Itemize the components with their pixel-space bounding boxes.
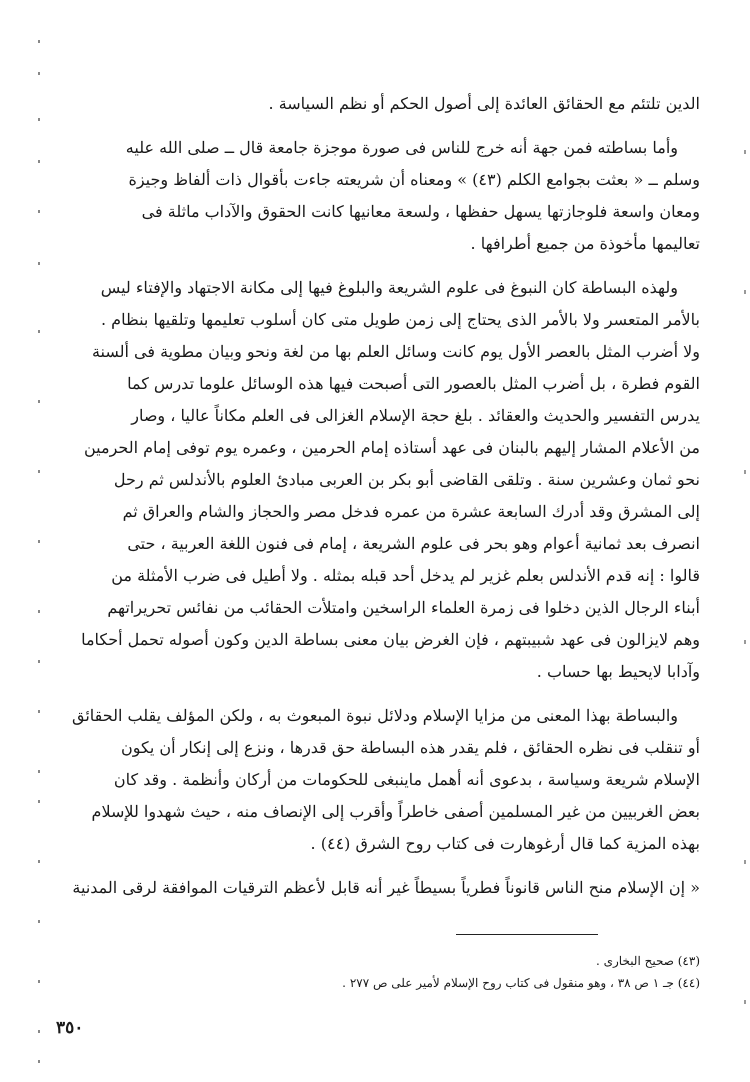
text-line: « إن الإسلام منح الناس قانوناً فطرياً بسيطاً غير أنه قابل لأعظم الترقيات الموافقة لرقى المدنية <box>72 878 700 897</box>
paragraph-4 <box>60 700 700 860</box>
text-line: بالأمر المتعسر ولا بالأمر الذى يحتاج إلى زمن طويل متى كان أسلوب تعليمها وتلقيها بنظام . <box>101 310 700 329</box>
text-line: وهم لايزالون فى عهد شبيبتهم ، فإن الغرض بيان معنى بساطة الدين وكون أصوله تحمل أحكاما <box>81 630 700 649</box>
footnote-43: (٤٣) صحيح البخارى . <box>595 954 700 968</box>
text-line: ولا أضرب المثل بالعصر الأول يوم كانت وسائل العلم بها من لغة ونحو وبيان مطوية فى ألسنة <box>91 342 700 361</box>
paragraph-1 <box>60 88 700 120</box>
text-line: يدرس التفسير والحديث والعقائد . بلغ حجة الإسلام الغزالى فى العلم مكاناً عاليا ، وصار <box>131 406 700 425</box>
text-line: القوم فطرة ، بل أضرب المثل بالعصور التى أصبحت فيها هذه الوسائل علوما تدرس كما <box>127 374 700 393</box>
text-line: وآدابا لايحيط بها حساب . <box>536 662 700 681</box>
footnotes <box>60 950 700 994</box>
text-line: الدين تلتئم مع الحقائق العائدة إلى أصول الحكم أو نظم السياسة . <box>268 94 700 113</box>
paragraph-5 <box>60 872 700 904</box>
text-line: أبناء الرجال الذين دخلوا فى زمرة العلماء الراسخين وامتلأت الحقائب من نفائس تحريراتهم <box>107 598 700 617</box>
text-line: نحو ثمان وعشرين سنة . وتلقى القاضى أبو بكر بن العربى مبادئ العلوم بالأندلس ثم رحل <box>113 470 700 489</box>
text-line: الإسلام شريعة وسياسة ، بدعوى أنه أهمل ماينبغى للحكومات من أركان وأنظمة . وقد كان <box>113 770 700 789</box>
paragraph-3 <box>60 272 700 688</box>
text-line: بهذه المزية كما قال أرغوهارت فى كتاب روح الشرق (٤٤) . <box>310 834 700 853</box>
text-line: وسلم ــ « بعثت بجوامع الكلم (٤٣) » ومعناه أن شريعته جاءت بأقوال ذات ألفاظ وجيزة <box>128 170 700 189</box>
text-line: من الأعلام المشار إليهم بالبنان فى عهد أستاذه إمام الحرمين ، وعمره يوم توفى إمام الحرمين <box>83 438 700 457</box>
text-line: وأما بساطته فمن جهة أنه خرج للناس فى صورة موجزة جامعة قال ــ صلى الله عليه <box>125 138 678 157</box>
page-body <box>60 88 700 916</box>
text-line: بعض الغربيين من غير المسلمين أصفى خاطراً وأقرب إلى الإنصاف منه ، حيث شهدوا للإسلام <box>91 802 700 821</box>
text-line: تعاليمها مأخوذة من جميع أطرافها . <box>470 234 700 253</box>
footnote-44: (٤٤) جـ ١ ص ٣٨ ، وهو منقول فى كتاب روح الإسلام لأمير على ص ٢٧٧ . <box>342 976 700 990</box>
text-line: قالوا : إنه قدم الأندلس بعلم غزير لم يدخل أحد قبله بمثله . ولا أطيل فى ضرب الأمثلة من <box>111 566 700 585</box>
text-line: والبساطة بهذا المعنى من مزايا الإسلام ودلائل نبوة المبعوث به ، ولكن المؤلف يقلب الحقائق <box>72 706 678 725</box>
right-edge-dotted-edge <box>743 0 746 1082</box>
text-line: إلى المشرق وقد أدرك السابعة عشرة من عمره فدخل مصر والحجاز والشام والعراق ثم <box>122 502 700 521</box>
left-margin-dotted-edge <box>38 0 42 1082</box>
footnote-divider <box>456 934 598 935</box>
page-number: ٣٥٠ <box>56 1018 84 1038</box>
text-line: ومعان واسعة فلوجازتها يسهل حفظها ، ولسعة معانيها كانت الحقوق والآداب ماثلة فى <box>141 202 700 221</box>
text-line: ولهذه البساطة كان النبوغ فى علوم الشريعة والبلوغ فيها إلى مكانة الاجتهاد والإفتاء ليس <box>100 278 678 297</box>
paragraph-2 <box>60 132 700 260</box>
text-line: أو تنقلب فى نظره الحقائق ، فلم يقدر هذه البساطة حق قدرها ، ونزع إلى إنكار أن يكون <box>121 738 700 757</box>
text-line: انصرف بعد ثمانية أعوام وهو بحر فى علوم الشريعة ، إمام فى فنون اللغة العربية ، حتى <box>127 534 700 553</box>
